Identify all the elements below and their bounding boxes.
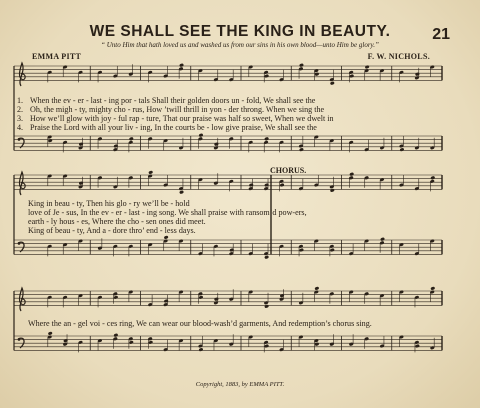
treble-note-head xyxy=(330,188,335,192)
verse-number: 4. xyxy=(17,123,24,132)
verse-line: Praise the Lord with all your liv - ing, In the courts be - low give praise, We shall see the xyxy=(30,123,317,132)
bass-note-head xyxy=(164,235,169,239)
treble-note-head xyxy=(349,172,354,176)
lyric-line: earth - ly hous - es, Where the cho - sen ones did meet. xyxy=(28,217,206,226)
bass-note-head xyxy=(198,133,203,137)
bass-note-head xyxy=(299,248,304,252)
treble-note-head xyxy=(314,286,319,290)
lyric-line: King of beau - ty, And a - dore thro’ end - less days. xyxy=(28,226,196,235)
treble-note-head xyxy=(349,74,354,78)
lyric-line: love of Je - sus, In the ev - er - last - ing song. We shall praise with ransom’d pow-ers, xyxy=(28,208,307,217)
treble-note-head xyxy=(415,72,420,76)
bass-note-head xyxy=(214,142,219,146)
verse-number: 2. xyxy=(17,105,24,114)
bass-note-head xyxy=(129,340,134,344)
copyright-notice: Copyright, 1883, by EMMA PITT. xyxy=(195,381,285,388)
bass-note-head xyxy=(264,255,269,259)
treble-note-head xyxy=(264,183,269,187)
bass-note-head xyxy=(314,342,319,346)
treble-note-head xyxy=(164,299,169,303)
bass-note-head xyxy=(113,144,118,148)
treble-note-head xyxy=(214,297,219,301)
treble-note-head xyxy=(365,65,370,69)
page-number: 21 xyxy=(432,26,450,43)
bass-clef-dot xyxy=(18,242,21,245)
treble-note-head xyxy=(249,183,254,187)
treble-note-head xyxy=(330,81,335,85)
treble-note-head xyxy=(264,74,269,78)
treble-clef-icon xyxy=(20,172,26,195)
bass-clef-dot xyxy=(18,338,21,341)
verse-line: When the ev - er - last - ing por - tals Shall their golden doors un - fold, We shall see the xyxy=(30,96,316,105)
lyric-line: King in beau - ty, Then his glo - ry we’ll be - hold xyxy=(28,199,190,208)
bass-note-head xyxy=(330,248,335,252)
treble-note-head xyxy=(430,176,435,180)
bass-note-head xyxy=(48,138,53,142)
bass-note-head xyxy=(399,147,404,151)
treble-note-head xyxy=(280,293,285,297)
bass-note-head xyxy=(299,147,304,151)
verse-line: How we’ll glow with joy - ful rap - ture, That our praise was half so sweet, When we dwelt in xyxy=(30,114,334,123)
hymn-title: WE SHALL SEE THE KING IN BEAUTY. xyxy=(89,23,391,40)
treble-note-head xyxy=(314,72,319,76)
treble-note-head xyxy=(179,63,184,67)
treble-note-head xyxy=(280,183,285,187)
bass-note-head xyxy=(63,338,68,342)
lyric-line: Where the an - gel voi - ces ring, We can wear our blood-wash’d garments, And redemption’s chorus sing. xyxy=(28,319,372,328)
bass-note-head xyxy=(380,237,385,241)
epigraph: “ Unto Him that hath loved us and washed us from our sins in his own blood—unto Him be glory.” xyxy=(101,41,379,49)
bass-note-head xyxy=(79,142,84,146)
bass-note-head xyxy=(148,340,153,344)
bass-note-head xyxy=(198,347,203,351)
bass-note-head xyxy=(113,333,118,337)
verse-number: 3. xyxy=(17,114,24,123)
composer-credit: F. W. NICHOLS. xyxy=(367,52,430,61)
bass-note-head xyxy=(415,344,420,348)
treble-note-head xyxy=(79,181,84,185)
verse-line: Oh, the migh - ty, mighty cho - rus, How ’twill thrill in yon - der throng. When we sing the xyxy=(30,105,325,114)
treble-note-head xyxy=(148,170,153,174)
verse-number: 1. xyxy=(17,96,24,105)
treble-note-head xyxy=(264,304,269,308)
bass-note-head xyxy=(129,137,134,141)
treble-note-head xyxy=(179,190,184,194)
treble-note-head xyxy=(299,63,304,67)
treble-clef-icon xyxy=(20,63,26,86)
lyricist-credit: EMMA PITT xyxy=(32,52,82,61)
treble-clef-icon xyxy=(20,288,26,311)
bass-note-head xyxy=(264,137,269,141)
treble-note-head xyxy=(198,295,203,299)
chorus-label: CHORUS. xyxy=(270,166,307,175)
bass-note-head xyxy=(229,248,234,252)
bass-clef-dot xyxy=(18,138,21,141)
treble-note-head xyxy=(113,295,118,299)
bass-note-head xyxy=(264,344,269,348)
bass-note-head xyxy=(48,331,53,335)
treble-note-head xyxy=(430,286,435,290)
